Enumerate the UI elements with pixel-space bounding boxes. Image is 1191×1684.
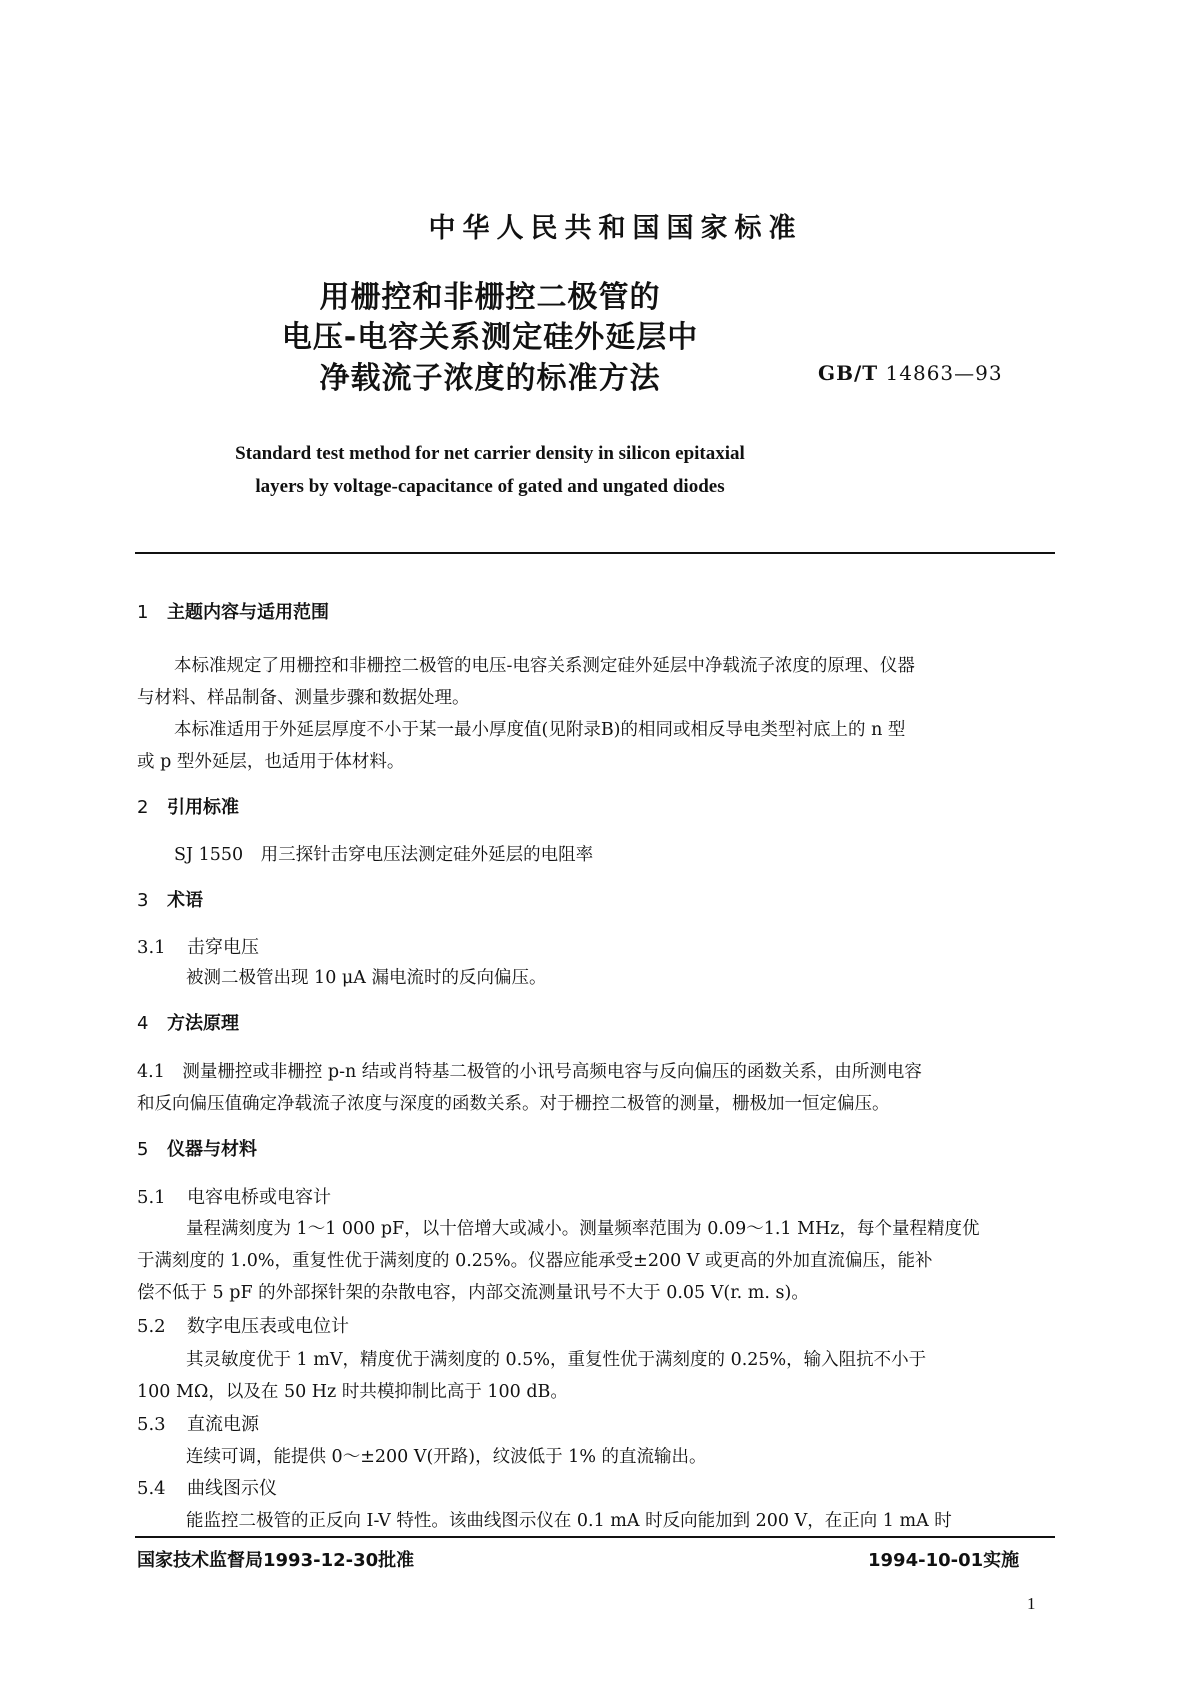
section-5-heading [137,1135,257,1161]
subsection-5-1-line-3: 偿不低于 5 pF 的外部探针架的杂散电容，内部交流测量讯号不大于 0.05 V(r. m. s)。 [137,1283,809,1303]
subsection-5-2-line-2: 100 MΩ，以及在 50 Hz 时共模抑制比高于 100 dB。 [137,1382,568,1402]
section-1-number: 1 [137,602,149,623]
section-1-paragraph-2-line-2: 或 p 型外延层，也适用于体材料。 [137,752,405,772]
subsection-4-1-line-1: 4.1 测量栅控或非栅控 p-n 结或肖特基二极管的小讯号高频电容与反向偏压的函数关系，由所测电容 [137,1062,922,1082]
section-3-number: 3 [137,890,149,911]
section-1-heading [137,598,329,624]
standard-number-value: 14863—93 [885,361,1003,385]
page-number: 1 [1027,1594,1036,1613]
title-en-line-2: layers by voltage-capacitance of gated and ungated diodes [255,476,725,497]
subsection-5-1-title: 电容电桥或电容计 [187,1187,331,1208]
standard-number-prefix: GB/T [818,361,879,385]
standard-number [818,361,1003,385]
subsection-3-1-title: 击穿电压 [187,937,259,958]
subsection-5-1-line-1: 量程满刻度为 1～1 000 pF，以十倍增大或减小。测量频率范围为 0.09～1.1 MHz，每个量程精度优 [186,1219,980,1239]
section-4-title: 方法原理 [167,1013,239,1034]
section-1-title: 主题内容与适用范围 [167,602,329,623]
effective-date: 1994-10-01实施 [868,1550,1020,1571]
title-en-line-1: Standard test method for net carrier density in silicon epitaxial [235,443,745,464]
title-zh-line-2: 电压-电容关系测定硅外延层中 [281,320,699,355]
subsection-3-1-number: 3.1 [137,937,166,958]
subsection-5-4-heading [137,1474,277,1500]
header-divider [135,552,1055,554]
title-zh-line-1: 用栅控和非栅控二极管的 [319,280,661,315]
subsection-5-1-number: 5.1 [137,1187,166,1208]
subsection-5-4-number: 5.4 [137,1478,166,1499]
subsection-5-2-number: 5.2 [137,1316,166,1337]
section-2-title: 引用标准 [167,797,239,818]
subsection-4-1-line-2: 和反向偏压值确定净载流子浓度与深度的函数关系。对于栅控二极管的测量，栅极加一恒定偏压。 [137,1094,890,1114]
subsection-5-3-line-1: 连续可调，能提供 0～±200 V(开路)，纹波低于 1% 的直流输出。 [186,1447,707,1467]
section-4-number: 4 [137,1013,149,1034]
subsection-5-3-heading [137,1410,259,1436]
title-zh-line-3: 净载流子浓度的标准方法 [319,361,661,396]
section-3-heading [137,886,203,912]
subsection-5-4-line-1: 能监控二极管的正反向 I-V 特性。该曲线图示仪在 0.1 mA 时反向能加到 200 V，在正向 1 mA 时 [186,1511,952,1531]
subsection-5-3-number: 5.3 [137,1414,166,1435]
subsection-5-4-title: 曲线图示仪 [187,1478,277,1499]
subsection-5-3-title: 直流电源 [187,1414,259,1435]
subsection-5-1-heading [137,1183,331,1209]
footer-divider [135,1536,1055,1538]
referenced-standard: SJ 1550 用三探针击穿电压法测定硅外延层的电阻率 [174,845,594,865]
section-3-title: 术语 [167,890,203,911]
subsection-3-1-text: 被测二极管出现 10 μA 漏电流时的反向偏压。 [186,968,547,988]
section-1-paragraph-1-line-2: 与材料、样品制备、测量步骤和数据处理。 [137,688,470,708]
section-1-paragraph-2-line-1: 本标准适用于外延层厚度不小于某一最小厚度值(见附录B)的相同或相反导电类型衬底上的 n 型 [174,720,906,740]
subsection-3-1-heading [137,933,259,959]
section-5-title: 仪器与材料 [167,1139,257,1160]
subsection-5-2-heading [137,1312,349,1338]
approval-date: 国家技术监督局1993-12-30批准 [137,1550,415,1571]
standard-category-title: 中华人民共和国国家标准 [428,213,803,244]
subsection-5-1-line-2: 于满刻度的 1.0%，重复性优于满刻度的 0.25%。仪器应能承受±200 V 或更高的外加直流偏压，能补 [137,1251,933,1271]
subsection-5-2-line-1: 其灵敏度优于 1 mV，精度优于满刻度的 0.5%，重复性优于满刻度的 0.25%，输入阻抗不小于 [186,1350,927,1370]
section-2-heading [137,793,239,819]
section-5-number: 5 [137,1139,149,1160]
section-4-heading [137,1009,239,1035]
subsection-5-2-title: 数字电压表或电位计 [187,1316,349,1337]
section-1-paragraph-1-line-1: 本标准规定了用栅控和非栅控二极管的电压-电容关系测定硅外延层中净载流子浓度的原理、仪器 [174,656,915,676]
section-2-number: 2 [137,797,149,818]
